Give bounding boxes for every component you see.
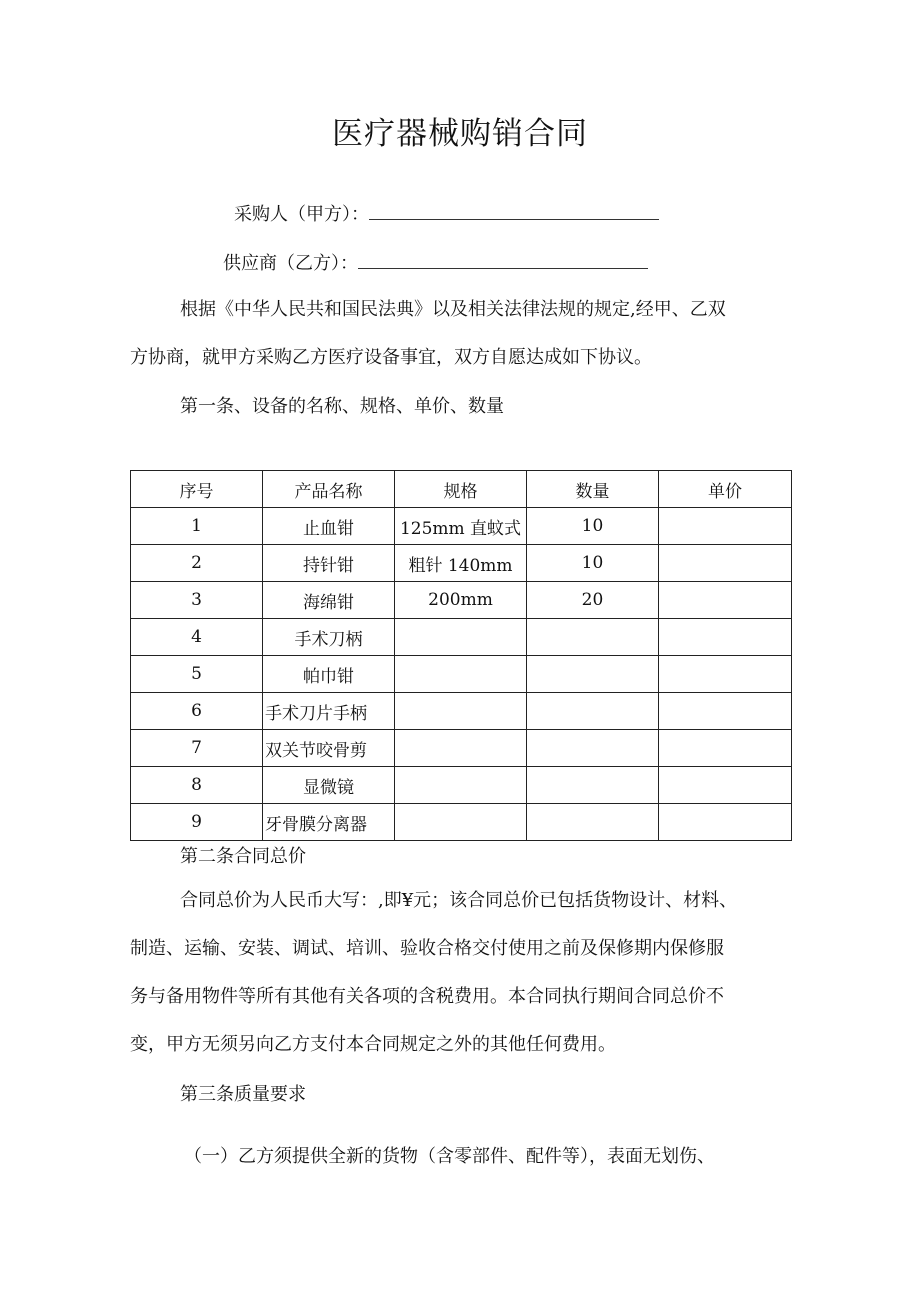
article2-line-3: 务与备用物件等所有其他有关各项的含税费用。本合同执行期间合同总价不 xyxy=(130,986,724,1007)
article2-heading: 第二条合同总价 xyxy=(180,846,306,867)
cell-qty[interactable] xyxy=(527,767,659,804)
cell-spec[interactable] xyxy=(395,730,527,767)
article3-line-1: （一）乙方须提供全新的货物（含零部件、配件等），表面无划伤、 xyxy=(184,1146,715,1167)
table-row xyxy=(131,767,792,804)
cell-no: 8 xyxy=(131,767,263,804)
table-row xyxy=(131,545,792,582)
cell-name: 手术刀柄 xyxy=(263,619,395,656)
cell-price[interactable] xyxy=(659,693,792,730)
table-row xyxy=(131,693,792,730)
cell-price[interactable] xyxy=(659,730,792,767)
article2-line-1: 合同总价为人民币大写：,即¥元；该合同总价已包括货物设计、材料、 xyxy=(180,890,738,911)
cell-spec: 粗针 140mm xyxy=(395,545,527,582)
article2-line-4: 变，甲方无须另向乙方支付本合同规定之外的其他任何费用。 xyxy=(130,1034,616,1055)
seller-label: 供应商（乙方）： xyxy=(223,253,358,274)
cell-spec[interactable] xyxy=(395,693,527,730)
contract-title: 医疗器械购销合同 xyxy=(332,116,588,152)
cell-spec[interactable] xyxy=(395,804,527,841)
seller-blank[interactable] xyxy=(358,252,648,269)
cell-no: 5 xyxy=(131,656,263,693)
cell-no: 3 xyxy=(131,582,263,619)
cell-price[interactable] xyxy=(659,619,792,656)
article1-heading: 第一条、设备的名称、规格、单价、数量 xyxy=(180,396,504,417)
cell-name: 止血钳 xyxy=(263,508,395,545)
intro-line-2: 方协商，就甲方采购乙方医疗设备事宜，双方自愿达成如下协议。 xyxy=(130,347,652,368)
intro-line-1: 根据《中华人民共和国民法典》以及相关法律法规的规定,经甲、乙双 xyxy=(180,299,726,320)
header-price: 单价 xyxy=(659,471,792,508)
table-row xyxy=(131,582,792,619)
cell-no: 4 xyxy=(131,619,263,656)
table-row xyxy=(131,730,792,767)
header-no: 序号 xyxy=(131,471,263,508)
cell-price[interactable] xyxy=(659,545,792,582)
table-row xyxy=(131,619,792,656)
cell-name: 显微镜 xyxy=(263,767,395,804)
cell-name: 帕巾钳 xyxy=(263,656,395,693)
cell-no: 9 xyxy=(131,804,263,841)
cell-qty[interactable] xyxy=(527,730,659,767)
cell-spec[interactable] xyxy=(395,767,527,804)
cell-spec: 125mm 直蚊式 xyxy=(395,508,527,545)
cell-qty[interactable] xyxy=(527,693,659,730)
cell-qty[interactable] xyxy=(527,804,659,841)
items-table xyxy=(130,470,792,841)
cell-price[interactable] xyxy=(659,804,792,841)
cell-no: 6 xyxy=(131,693,263,730)
header-qty: 数量 xyxy=(527,471,659,508)
cell-qty: 10 xyxy=(527,545,659,582)
cell-price[interactable] xyxy=(659,582,792,619)
cell-qty: 20 xyxy=(527,582,659,619)
cell-name: 牙骨膜分离器 xyxy=(263,804,395,841)
cell-spec[interactable] xyxy=(395,656,527,693)
cell-no: 2 xyxy=(131,545,263,582)
cell-name: 持针钳 xyxy=(263,545,395,582)
cell-qty[interactable] xyxy=(527,619,659,656)
cell-price[interactable] xyxy=(659,656,792,693)
buyer-blank[interactable] xyxy=(369,203,659,220)
seller-line xyxy=(223,252,648,276)
table-row xyxy=(131,508,792,545)
cell-spec[interactable] xyxy=(395,619,527,656)
buyer-line xyxy=(234,203,659,227)
cell-price[interactable] xyxy=(659,767,792,804)
buyer-label: 采购人（甲方）： xyxy=(234,204,369,225)
cell-no: 7 xyxy=(131,730,263,767)
cell-spec: 200mm xyxy=(395,582,527,619)
cell-price[interactable] xyxy=(659,508,792,545)
table-row xyxy=(131,656,792,693)
cell-qty: 10 xyxy=(527,508,659,545)
article2-line-2: 制造、运输、安装、调试、培训、验收合格交付使用之前及保修期内保修服 xyxy=(130,938,724,959)
table-row xyxy=(131,804,792,841)
cell-no: 1 xyxy=(131,508,263,545)
article3-heading: 第三条质量要求 xyxy=(180,1084,306,1105)
cell-qty[interactable] xyxy=(527,656,659,693)
cell-name: 手术刀片手柄 xyxy=(263,693,395,730)
header-name: 产品名称 xyxy=(263,471,395,508)
header-spec: 规格 xyxy=(395,471,527,508)
cell-name: 海绵钳 xyxy=(263,582,395,619)
table-header-row xyxy=(131,471,792,508)
cell-name: 双关节咬骨剪 xyxy=(263,730,395,767)
